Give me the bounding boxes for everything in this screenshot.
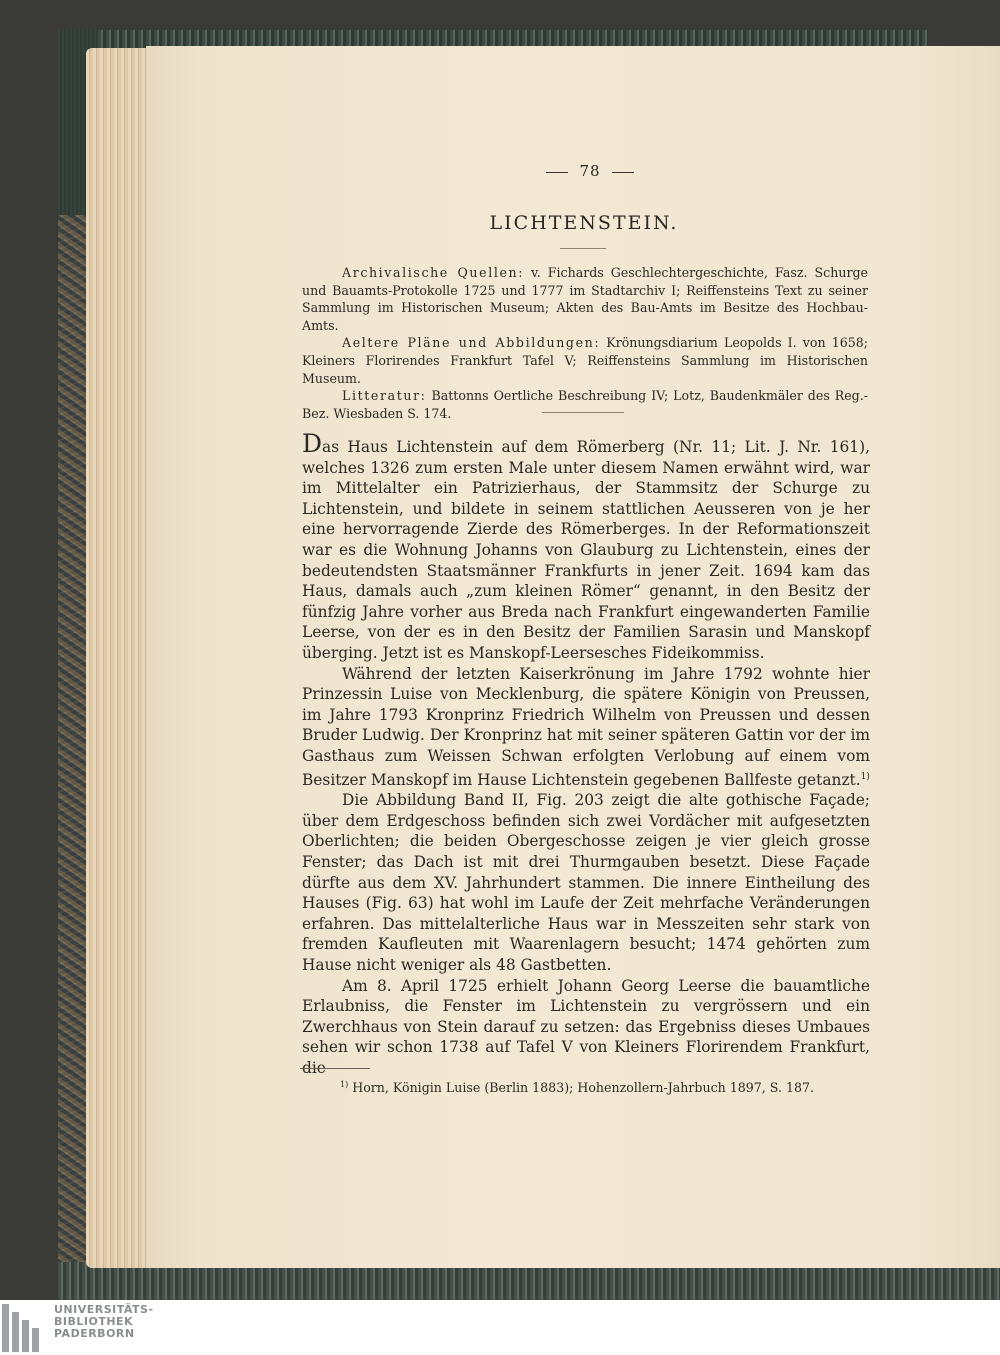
paragraph-text: Am 8. April 1725 erhielt Johann Georg Leerse die bauamtliche Erlaubniss, die Fenster im Lichtenstein zu vergrössern und ein Zwerchhaus von Stein darauf zu setzen: das Ergebniss dieses Umbaues sehen wir schon 1738 auf Tafel V von Kleiners Florirendem Frankfurt, die	[302, 976, 870, 1077]
paragraph	[302, 790, 870, 975]
source-label: Aeltere Pläne und Abbildungen:	[342, 335, 601, 351]
footnote-marker: 1)	[340, 1080, 349, 1089]
body-text	[302, 429, 870, 1079]
logo-line: UNIVERSITÄTS-	[54, 1303, 154, 1316]
paragraph-text: Während der letzten Kaiserkrönung im Jahre 1792 wohnte hier Prinzessin Luise von Mecklenburg, die spätere Königin von Preussen, im Jahre 1793 Kronprinz Friedrich Wilhelm von Preussen und dessen Bruder Ludwig. Der Kronprinz hat mit seiner späteren Gattin vor der im Gasthaus zum Weissen Schwan erfolgten Verlobung auf einem vom Besitzer Manskopf im Hause Lichtenstein gegebenen Ballfeste getanzt.	[302, 664, 870, 789]
footnote-rule	[300, 1068, 370, 1069]
drop-cap: D	[302, 429, 323, 458]
footnote-reference: 1)	[860, 771, 870, 782]
section-rule	[542, 412, 624, 413]
sources-section	[302, 264, 868, 422]
title-rule	[560, 248, 606, 249]
paragraph-text: as Haus Lichtenstein auf dem Römerberg (Nr. 11; Lit. J. Nr. 161), welches 1326 zum ersten Male unter diesem Namen erwähnt wird, war im Mittelalter ein Patrizierhaus, der Stammsitz der Schurge zu Lichtenstein, und bildete in seinem stattlichen Aeusseren von je her eine hervorragende Zierde des Römerberges. In der Reformationszeit war es die Wohnung Johanns von Glauburg zu Lichtenstein, eines der bedeutendsten Staatsmänner Frankfurts in jener Zeit. 1694 kam das Haus, damals auch „zum kleinen Römer“ genannt, in den Besitz der fünfzig Jahre vorher aus Breda nach Frankfurt eingewanderten Familie Leerse, von der es in den Besitz der Familien Sarasin und Manskopf überging. Jetzt ist es Manskopf-Leersesches Fideikommiss.	[302, 438, 870, 662]
paragraph	[302, 429, 870, 664]
library-logo-text	[54, 1304, 154, 1340]
source-entry	[302, 387, 868, 422]
chapter-title: LICHTENSTEIN.	[489, 212, 679, 234]
source-text: Battonns Oertliche Beschreibung IV; Lotz, Baudenkmäler des Reg.-Bez. Wiesbaden S. 174.	[302, 388, 868, 421]
paragraph	[302, 664, 870, 791]
source-entry	[302, 334, 868, 387]
logo-line: BIBLIOTHEK	[54, 1315, 134, 1328]
logo-line: PADERBORN	[54, 1327, 135, 1340]
footnote-text: Horn, Königin Luise (Berlin 1883); Hohenzollern-Jahrbuch 1897, S. 187.	[348, 1080, 815, 1096]
source-label: Litteratur:	[342, 388, 427, 404]
paragraph-text: Die Abbildung Band II, Fig. 203 zeigt die alte gothische Façade; über dem Erdgeschoss befinden sich zwei Vordächer mit aufgesetzten Oberlichten; die beiden Obergeschosse zeigen je vier gleich grosse Fenster; das Dach ist mit drei Thurmgauben besetzt. Diese Façade dürfte aus dem XV. Jahrhundert stammen. Die innere Eintheilung des Hauses (Fig. 63) hat wohl im Laufe der Zeit mehrfache Veränderungen erfahren. Das mittelalterliche Haus war in Messzeiten sehr stark von fremden Kaufleuten mit Waarenlagern besucht; 1474 gehörten zum Hause nicht weniger als 48 Gastbetten.	[302, 791, 870, 974]
ornament-dash	[612, 172, 634, 173]
source-text: v. Fichards Geschlechtergeschichte, Fasz. Schurge und Bauamts-Protokolle 1725 und 1777 im Stadtarchiv I; Reiffensteins Text zu seiner Sammlung im Historischen Museum; Akten des Bau-Amts im Besitze des Hochbau-Amts.	[302, 265, 868, 333]
source-label: Archivalische Quellen:	[342, 265, 525, 280]
footnote	[300, 1076, 870, 1096]
ornament-dash	[546, 172, 568, 173]
page-number	[470, 162, 710, 180]
library-logo-icon	[2, 1304, 48, 1352]
page-number-value: 78	[579, 162, 601, 180]
source-entry	[302, 264, 868, 334]
source-text: Krönungsdiarium Leopolds I. von 1658; Kleiners Florirendes Frankfurt Tafel V; Reiffensteins Sammlung im Historischen Museum.	[302, 335, 868, 386]
paragraph	[302, 976, 870, 1079]
